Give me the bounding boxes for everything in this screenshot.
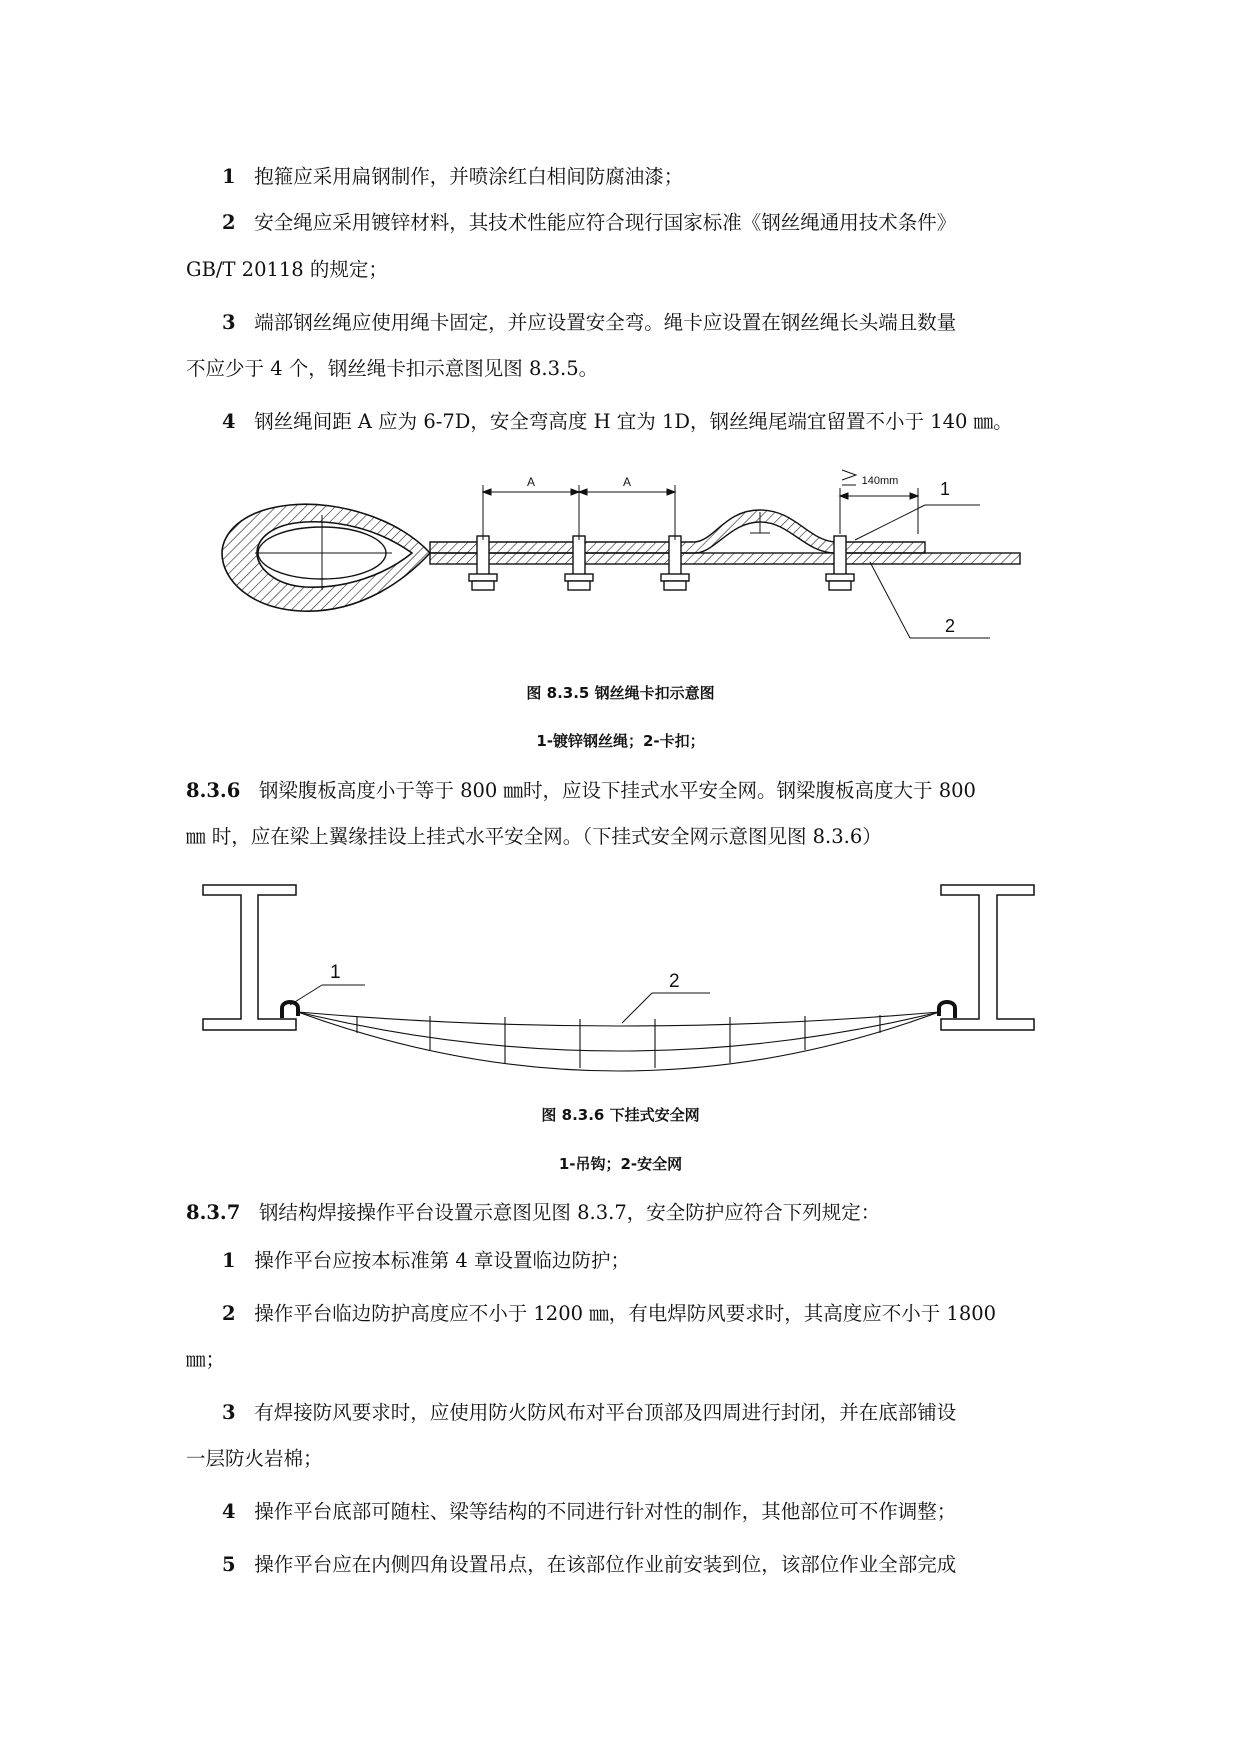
net-label-1: 1 <box>330 962 341 983</box>
section-text: 钢结构焊接操作平台设置示意图见图 8.3.7，安全防护应符合下列规定： <box>258 1201 881 1224</box>
item-number: 4 <box>222 1500 236 1523</box>
item-number: 3 <box>222 311 236 334</box>
item-3-continued: 一层防火岩棉； <box>186 1447 323 1470</box>
section-8-3-7 <box>186 1200 880 1226</box>
item-text: 钢丝绳间距 A 应为 6-7D，安全弯高度 H 宜为 1D，钢丝绳尾端宜留置不小于 140 ㎜。 <box>254 410 1013 433</box>
item-text: 操作平台应在内侧四角设置吊点，在该部位作业前安装到位，该部位作业全部完成 <box>254 1553 957 1576</box>
item-1 <box>222 1248 630 1274</box>
item-2-continued: GB/T 20118 的规定； <box>186 258 388 281</box>
safety-net <box>298 1012 939 1071</box>
figure-8-3-5-legend: 1-镀锌钢丝绳；2-卡扣； <box>536 732 705 750</box>
item-number: 5 <box>222 1553 236 1576</box>
item-2 <box>222 1301 996 1327</box>
section-number: 8.3.6 <box>186 779 241 802</box>
item-number: 4 <box>222 410 236 433</box>
item-3-continued: 不应少于 4 个，钢丝绳卡扣示意图见图 8.3.5。 <box>186 357 599 380</box>
item-text: 抱箍应采用扁钢制作，并喷涂红白相间防腐油漆； <box>254 165 684 188</box>
left-hook <box>282 1002 298 1018</box>
section-8-3-6-continued: ㎜ 时，应在梁上翼缘挂设上挂式水平安全网。（下挂式安全网示意图见图 8.3.6） <box>186 825 882 848</box>
figure-8-3-6-caption: 图 8.3.6 下挂式安全网 <box>541 1106 700 1124</box>
item-number: 3 <box>222 1401 236 1424</box>
item-text: 安全绳应采用镀锌材料，其技术性能应符合现行国家标准《钢丝绳通用技术条件》 <box>254 211 957 234</box>
item-text: 有焊接防风要求时，应使用防火防风布对平台顶部及四周进行封闭，并在底部铺设 <box>254 1401 957 1424</box>
net-label-2: 2 <box>669 971 680 992</box>
dimension-a-label: A <box>526 475 536 489</box>
item-2-continued: ㎜； <box>186 1348 226 1371</box>
item-3 <box>222 1400 956 1426</box>
item-text: 操作平台底部可随柱、梁等结构的不同进行针对性的制作，其他部位可不作调整； <box>254 1500 957 1523</box>
label-1: 1 <box>940 479 951 499</box>
item-number: 1 <box>222 1249 236 1272</box>
item-number: 2 <box>222 1302 236 1325</box>
section-number: 8.3.7 <box>186 1201 241 1224</box>
figure-8-3-6-legend: 1-吊钩；2-安全网 <box>558 1155 683 1173</box>
figure-8-3-5-caption: 图 8.3.5 钢丝绳卡扣示意图 <box>526 684 715 702</box>
net-leader-lines <box>290 985 710 1023</box>
item-number: 2 <box>222 211 236 234</box>
item-text: 操作平台应按本标准第 4 章设置临边防护； <box>254 1249 630 1272</box>
item-text: 操作平台临边防护高度应不小于 1200 ㎜，有电焊防风要求时，其高度应不小于 1800 <box>254 1302 997 1325</box>
item-5 <box>222 1552 956 1578</box>
dimension-a-label: A <box>622 475 632 489</box>
right-hook <box>939 1002 955 1018</box>
item-number: 1 <box>222 165 236 188</box>
label-2: 2 <box>945 616 956 636</box>
section-text: 钢梁腹板高度小于等于 800 ㎜时，应设下挂式水平安全网。钢梁腹板高度大于 800 <box>258 779 976 802</box>
item-4 <box>222 1499 956 1525</box>
dimension-140-label: 140mm <box>861 475 899 487</box>
item-text: 端部钢丝绳应使用绳卡固定，并应设置安全弯。绳卡应设置在钢丝绳长头端且数量 <box>254 311 957 334</box>
